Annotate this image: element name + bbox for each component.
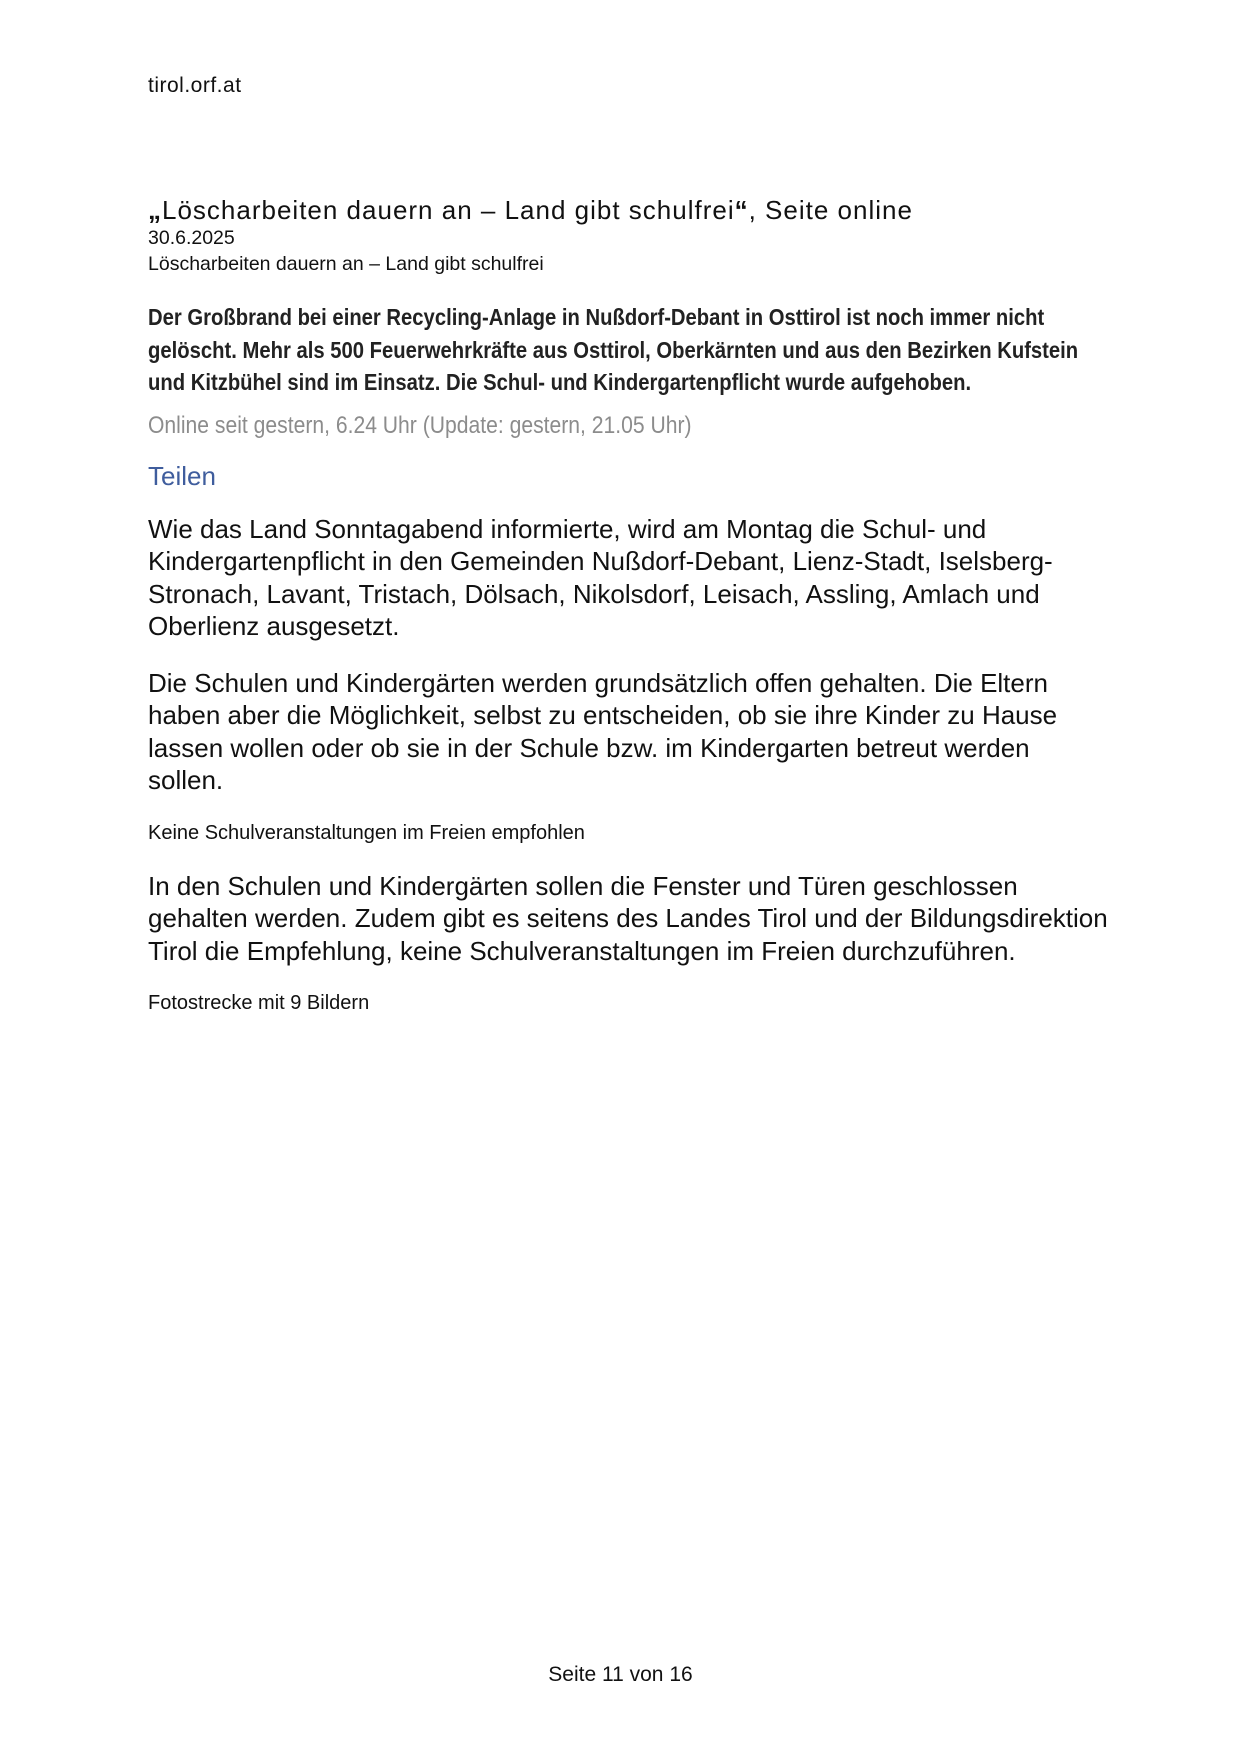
heading-open-quote: „ [148,195,162,225]
page-number: Seite 11 von 16 [548,1663,693,1686]
section-subheading: Keine Schulveranstaltungen im Freien empfohlen [148,821,585,844]
body-paragraph: Wie das Land Sonntagabend informierte, wird am Montag die Schul- und Kindergartenpflicht in den Gemeinden Nußdorf-Debant, Lienz-Stadt, Iselsberg-Stronach, Lavant, Tristach, Dölsach, Nikolsdorf, Leisach, Assling, Amlach und Oberlienz ausgesetzt. [148,513,1053,641]
heading-suffix: , Seite online [748,195,913,225]
photo-gallery-label: Fotostrecke mit 9 Bildern [148,992,370,1014]
article-subtitle: Löscharbeiten dauern an – Land gibt schulfrei [148,253,544,275]
article-lead: Der Großbrand bei einer Recycling-Anlage in Nußdorf-Debant in Osttirol ist noch immer nicht gelöscht. Mehr als 500 Feuerwehrkräfte aus Osttirol, Oberkärnten und aus den Bezirken Kufstein und Kitzbühel sind im Einsatz. Die Schul- und Kindergartenpflicht wurde aufgehoben. [148,304,1079,395]
article-heading [148,195,1108,225]
heading-title: Löscharbeiten dauern an – Land gibt schulfrei [162,195,735,225]
body-paragraph: In den Schulen und Kindergärten sollen die Fenster und Türen geschlossen gehalten werden. Zudem gibt es seitens des Landes Tirol und der Bildungsdirektion Tirol die Empfehlung, keine Schulveranstaltungen im Freien durchzuführen. [148,870,1108,966]
article [148,195,1108,1016]
site-url: tirol.orf.at [148,74,242,97]
share-link[interactable]: Teilen [148,460,216,491]
article-date: 30.6.2025 [148,227,235,249]
body-paragraph: Die Schulen und Kindergärten werden grundsätzlich offen gehalten. Die Eltern haben aber die Möglichkeit, selbst zu entscheiden, ob sie ihre Kinder zu Hause lassen wollen oder ob sie in der Schule bzw. im Kindergarten betreut werden sollen. [148,667,1058,795]
heading-close-quote: “ [734,195,749,225]
publish-meta: Online seit gestern, 6.24 Uhr (Update: gestern, 21.05 Uhr) [148,411,692,439]
